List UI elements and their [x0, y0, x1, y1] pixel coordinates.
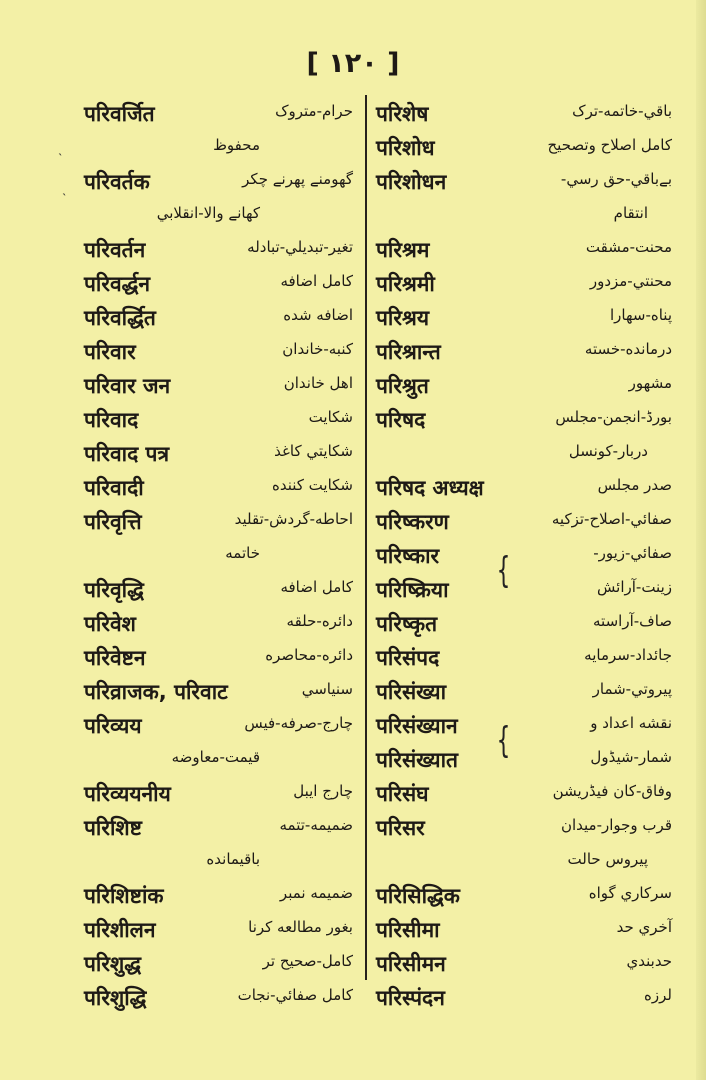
urdu-definition-continued: انتقام	[613, 204, 648, 222]
urdu-definition: بغور مطالعه کرنا	[248, 918, 353, 936]
dictionary-entry	[82, 234, 355, 268]
urdu-definition-continued: محفوظ	[213, 136, 260, 154]
headword: परिवार जन	[84, 374, 171, 398]
dictionary-entry	[82, 370, 355, 404]
urdu-definition: لرزه	[644, 986, 672, 1004]
grouping-brace: {	[496, 720, 511, 761]
dictionary-entry	[374, 98, 674, 132]
urdu-definition: صاف-آراسته	[593, 612, 672, 630]
headword: परिश्रान्त	[376, 340, 441, 364]
urdu-definition: کامل اضافه	[280, 272, 353, 290]
urdu-definition: شمار-شيڈول	[590, 748, 672, 766]
dictionary-entry	[82, 812, 355, 846]
dictionary-entry	[374, 914, 674, 948]
dictionary-entry	[82, 846, 355, 880]
urdu-definition: بورڈ-انجمن-مجلس	[555, 408, 672, 426]
urdu-definition: دائره-محاصره	[265, 646, 353, 664]
urdu-definition: کامل اضافه	[280, 578, 353, 596]
headword: परिशुद्ध	[84, 952, 142, 976]
dictionary-entry	[374, 268, 674, 302]
dictionary-entry	[374, 132, 674, 166]
headword: परिसंख्या	[376, 680, 447, 704]
dictionary-entry	[374, 438, 674, 472]
urdu-definition: محنتي-مزدور	[589, 272, 672, 290]
headword: परिवर्द्धन	[84, 272, 151, 296]
urdu-definition: صدر مجلس	[597, 476, 672, 494]
headword: परिशिष्टांक	[84, 884, 164, 908]
headword: परिष्कार	[376, 544, 440, 568]
urdu-definition-continued: کهانے والا-انقلابي	[156, 204, 260, 222]
headword: परिसंघ	[376, 782, 429, 806]
dictionary-entry	[374, 200, 674, 234]
dictionary-entry	[374, 336, 674, 370]
dictionary-entry	[82, 778, 355, 812]
urdu-definition: کنبه-خاندان	[282, 340, 353, 358]
urdu-definition: ضميمه-تتمه	[279, 816, 353, 834]
urdu-definition: جائداد-سرمايه	[584, 646, 672, 664]
headword: परिशुद्धि	[84, 986, 147, 1010]
headword: परिश्रमी	[376, 272, 435, 296]
urdu-definition: شکايتي کاغذ	[274, 442, 353, 460]
dictionary-entry	[374, 404, 674, 438]
dictionary-entry	[374, 234, 674, 268]
urdu-definition: پيروتي-شمار	[592, 680, 672, 698]
headword: परिशीलन	[84, 918, 156, 942]
dictionary-entry	[82, 914, 355, 948]
urdu-definition: اضافه شده	[283, 306, 353, 324]
urdu-definition: صفائي-اصلاح-تزکيه	[551, 510, 672, 528]
dictionary-entry	[82, 608, 355, 642]
right-column	[374, 98, 674, 1016]
dictionary-entry	[82, 642, 355, 676]
headword: परिश्रुत	[376, 374, 429, 398]
urdu-definition: احاطه-گردش-تقليد	[234, 510, 353, 528]
dictionary-entry	[82, 336, 355, 370]
dictionary-entry	[374, 744, 674, 778]
headword: परिशोध	[376, 136, 435, 160]
headword: परिवार	[84, 340, 136, 364]
headword: परिषद अध्यक्ष	[376, 476, 484, 500]
urdu-definition: کامل صفائي-نجات	[237, 986, 353, 1004]
headword: परिष्करण	[376, 510, 449, 534]
urdu-definition: کامل اصلاح وتصحيح	[547, 136, 672, 154]
dictionary-entry	[82, 574, 355, 608]
headword: परिवेष्टन	[84, 646, 146, 670]
headword: परिवर्तक	[84, 170, 150, 194]
dictionary-entry	[82, 302, 355, 336]
dictionary-entry	[374, 846, 674, 880]
urdu-definition: باقي-خاتمه-ترک	[572, 102, 672, 120]
column-divider	[365, 95, 367, 980]
headword: परिश्रम	[376, 238, 430, 262]
urdu-definition: حدبندي	[626, 952, 672, 970]
urdu-definition: گهومنے پهرنے چکر	[242, 170, 353, 188]
margin-tick: ˴	[62, 186, 67, 201]
urdu-definition: سنياسي	[301, 680, 353, 698]
dictionary-entry	[374, 608, 674, 642]
headword: परिव्यय	[84, 714, 142, 738]
urdu-definition-continued: پيروس حالت	[567, 850, 648, 868]
headword: परिसर	[376, 816, 425, 840]
dictionary-entry	[82, 98, 355, 132]
headword: परिवृद्धि	[84, 578, 144, 602]
dictionary-entry	[374, 948, 674, 982]
headword: परिश्रय	[376, 306, 430, 330]
dictionary-entry	[374, 778, 674, 812]
dictionary-entry	[374, 302, 674, 336]
headword: परिवेश	[84, 612, 136, 636]
urdu-definition: مشهور	[628, 374, 672, 392]
headword: परिवाद पत्र	[84, 442, 170, 466]
headword: परिषद	[376, 408, 426, 432]
urdu-definition: تغير-تبديلي-تبادله	[247, 238, 353, 256]
urdu-definition: زينت-آرائش	[597, 578, 672, 596]
headword: परिवृत्ति	[84, 510, 142, 534]
dictionary-entry	[374, 472, 674, 506]
dictionary-entry	[82, 438, 355, 472]
headword: परिशोधन	[376, 170, 447, 194]
urdu-definition: چارج-صرفه-فيس	[244, 714, 353, 732]
urdu-definition: وفاق-کان فيڈريشن	[552, 782, 672, 800]
dictionary-entry	[82, 166, 355, 200]
dictionary-entry	[374, 812, 674, 846]
dictionary-entry	[374, 166, 674, 200]
headword: परिस्पंदन	[376, 986, 445, 1010]
headword: परिवर्जित	[84, 102, 155, 126]
headword: परिवर्द्धित	[84, 306, 156, 330]
headword: परिसंख्यात	[376, 748, 459, 772]
urdu-definition-continued: دربار-کونسل	[568, 442, 648, 460]
grouping-brace: {	[496, 550, 511, 591]
dictionary-entry	[82, 982, 355, 1016]
dictionary-entry	[82, 506, 355, 540]
urdu-definition: قرب وجوار-ميدان	[560, 816, 672, 834]
dictionary-entry	[374, 982, 674, 1016]
urdu-definition: درمانده-خسته	[584, 340, 672, 358]
dictionary-entry	[374, 676, 674, 710]
dictionary-entry	[82, 676, 355, 710]
headword: परिव्ययनीय	[84, 782, 171, 806]
urdu-definition: دائره-حلقه	[286, 612, 353, 630]
headword: परिसीमन	[376, 952, 446, 976]
dictionary-entry	[82, 132, 355, 166]
dictionary-entry	[374, 370, 674, 404]
headword: परिसीमा	[376, 918, 440, 942]
headword: परिष्कृत	[376, 612, 438, 636]
dictionary-entry	[82, 540, 355, 574]
dictionary-entry	[82, 268, 355, 302]
headword: परिष्क्रिया	[376, 578, 449, 602]
urdu-definition: حرام-متروک	[275, 102, 353, 120]
headword: परिवाद	[84, 408, 139, 432]
dictionary-entry	[82, 472, 355, 506]
urdu-definition: کامل-صحيح تر	[262, 952, 353, 970]
urdu-definition: سرکاري گواه	[588, 884, 672, 902]
urdu-definition-continued: باقيمانده	[206, 850, 260, 868]
urdu-definition: اهل خاندان	[283, 374, 353, 392]
urdu-definition: ضميمه نمبر	[279, 884, 353, 902]
urdu-definition: پناه-سهارا	[609, 306, 672, 324]
page-number: [ ۱۲۰ ]	[306, 48, 400, 79]
urdu-definition: صفائي-زيور-	[593, 544, 672, 562]
left-column	[82, 98, 355, 1016]
dictionary-entry	[82, 404, 355, 438]
headword: परिसिद्धिक	[376, 884, 460, 908]
urdu-definition-continued: خاتمه	[225, 544, 260, 562]
headword: परिव्राजक, परिवाट	[84, 680, 228, 704]
dictionary-entry	[82, 744, 355, 778]
urdu-definition: بےباقي-حق رسي-	[560, 170, 672, 188]
urdu-definition: نقشه اعداد و	[590, 714, 672, 732]
urdu-definition: چارج ايبل	[293, 782, 353, 800]
headword: परिशेष	[376, 102, 429, 126]
headword: परिसंपद	[376, 646, 440, 670]
dictionary-entry	[374, 574, 674, 608]
margin-tick: ˴	[58, 146, 63, 161]
urdu-definition-continued: قيمت-معاوضه	[171, 748, 260, 766]
urdu-definition: محنت-مشقت	[585, 238, 672, 256]
dictionary-entry	[82, 880, 355, 914]
headword: परिवर्तन	[84, 238, 146, 262]
dictionary-entry	[82, 710, 355, 744]
dictionary-entry	[82, 948, 355, 982]
dictionary-entry	[374, 880, 674, 914]
urdu-definition: شکايت	[308, 408, 353, 426]
dictionary-entry	[374, 506, 674, 540]
headword: परिसंख्यान	[376, 714, 458, 738]
headword: परिशिष्ट	[84, 816, 142, 840]
dictionary-entry	[374, 642, 674, 676]
dictionary-entry	[82, 200, 355, 234]
urdu-definition: آخري حد	[616, 918, 672, 936]
headword: परिवादी	[84, 476, 144, 500]
urdu-definition: شکايت کننده	[271, 476, 353, 494]
page-edge	[696, 0, 706, 1080]
